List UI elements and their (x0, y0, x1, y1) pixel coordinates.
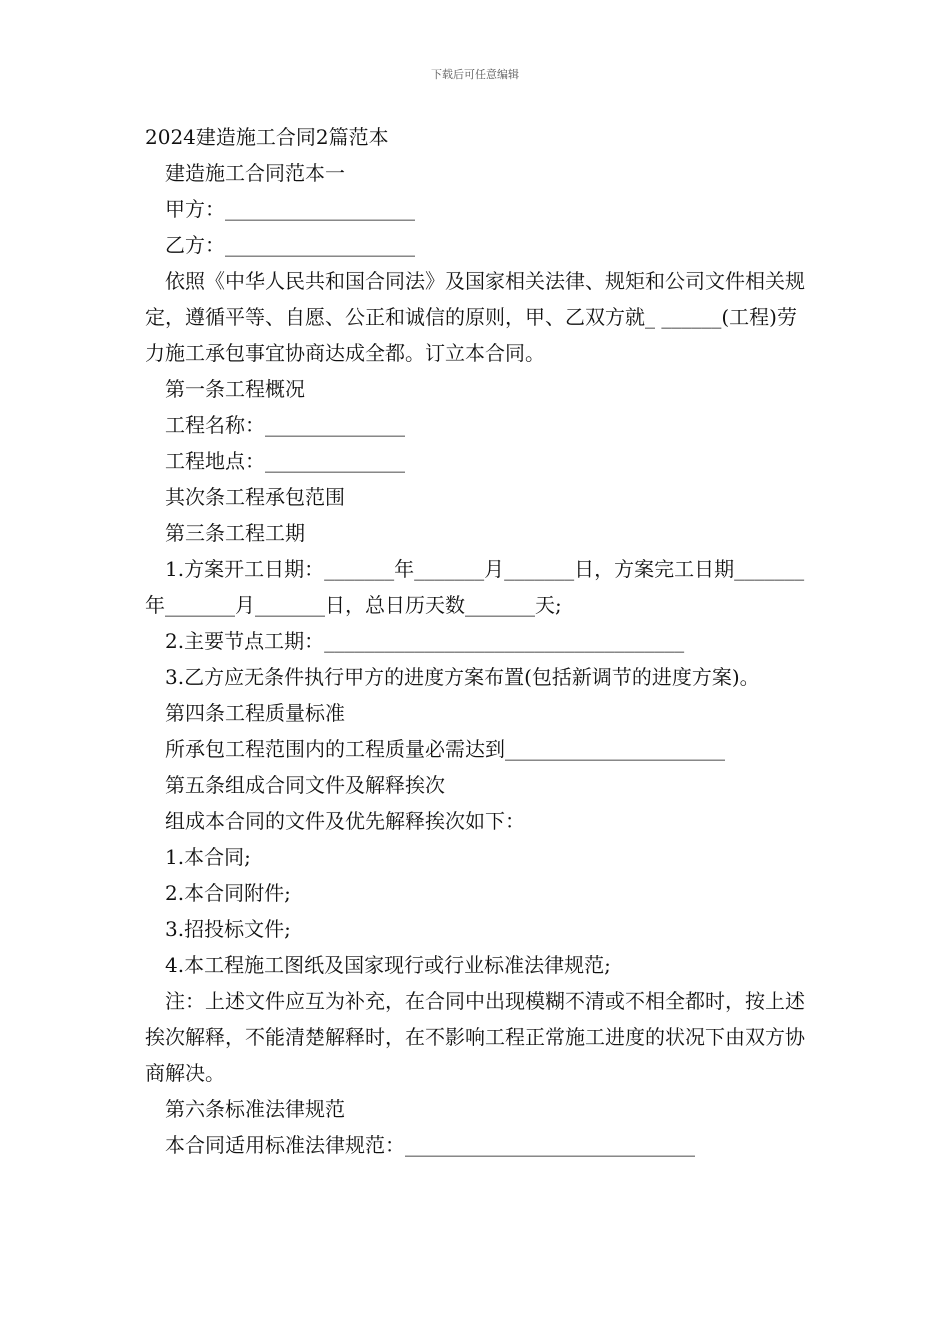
document-body (145, 119, 815, 1163)
intro-paragraph: 依照《中华人民共和国合同法》及国家相关法律、规矩和公司文件相关规定，遵循平等、自愿、公正和诚信的原则，甲、乙双方就_ ______(工程)劳力施工承包事宜协商达成全都。订立本合同。 (145, 269, 805, 365)
document-title: 2024建造施工合同2篇范本 (145, 125, 389, 149)
page-header: 下载后可任意编辑 (431, 68, 519, 81)
contract-subtitle: 建造施工合同范本一 (165, 161, 345, 185)
section-1-heading: 第一条工程概况 (165, 377, 305, 401)
project-name-line: 工程名称：______________ (165, 413, 405, 437)
quality-standard-line: 所承包工程范围内的工程质量必需达到______________________ (165, 737, 725, 761)
list-item: 3.招投标文件; (165, 917, 291, 941)
section-6-heading: 第六条标准法律规范 (165, 1097, 345, 1121)
section-3-heading: 第三条工程工期 (165, 521, 305, 545)
party-b-line: 乙方：___________________ (165, 233, 415, 257)
schedule-item-2: 2.主要节点工期：____________________________________ (165, 629, 685, 653)
section-2-heading: 其次条工程承包范围 (165, 485, 345, 509)
party-a-line: 甲方：___________________ (165, 197, 415, 221)
note-paragraph: 注：上述文件应互为补充，在合同中出现模糊不清或不相全都时，按上述挨次解释，不能清楚解释时，在不影响工程正常施工进度的状况下由双方协商解决。 (145, 989, 805, 1085)
section-4-heading: 第四条工程质量标准 (165, 701, 345, 725)
list-item: 4.本工程施工图纸及国家现行或行业标准法律规范; (165, 953, 611, 977)
applicable-standards-line: 本合同适用标准法律规范：_____________________________ (165, 1133, 695, 1157)
list-item: 1.本合同; (165, 845, 251, 869)
section-5-heading: 第五条组成合同文件及解释挨次 (165, 773, 445, 797)
documents-intro: 组成本合同的文件及优先解释挨次如下： (165, 809, 525, 833)
project-place-line: 工程地点：______________ (165, 449, 405, 473)
list-item: 2.本合同附件; (165, 881, 291, 905)
schedule-item-1: 1.方案开工日期：_______年_______月_______日，方案完工日期_______年_______月_______日，总日历天数_______天; (145, 557, 805, 617)
schedule-item-3: 3.乙方应无条件执行甲方的进度方案布置(包括新调节的进度方案)。 (165, 665, 760, 689)
